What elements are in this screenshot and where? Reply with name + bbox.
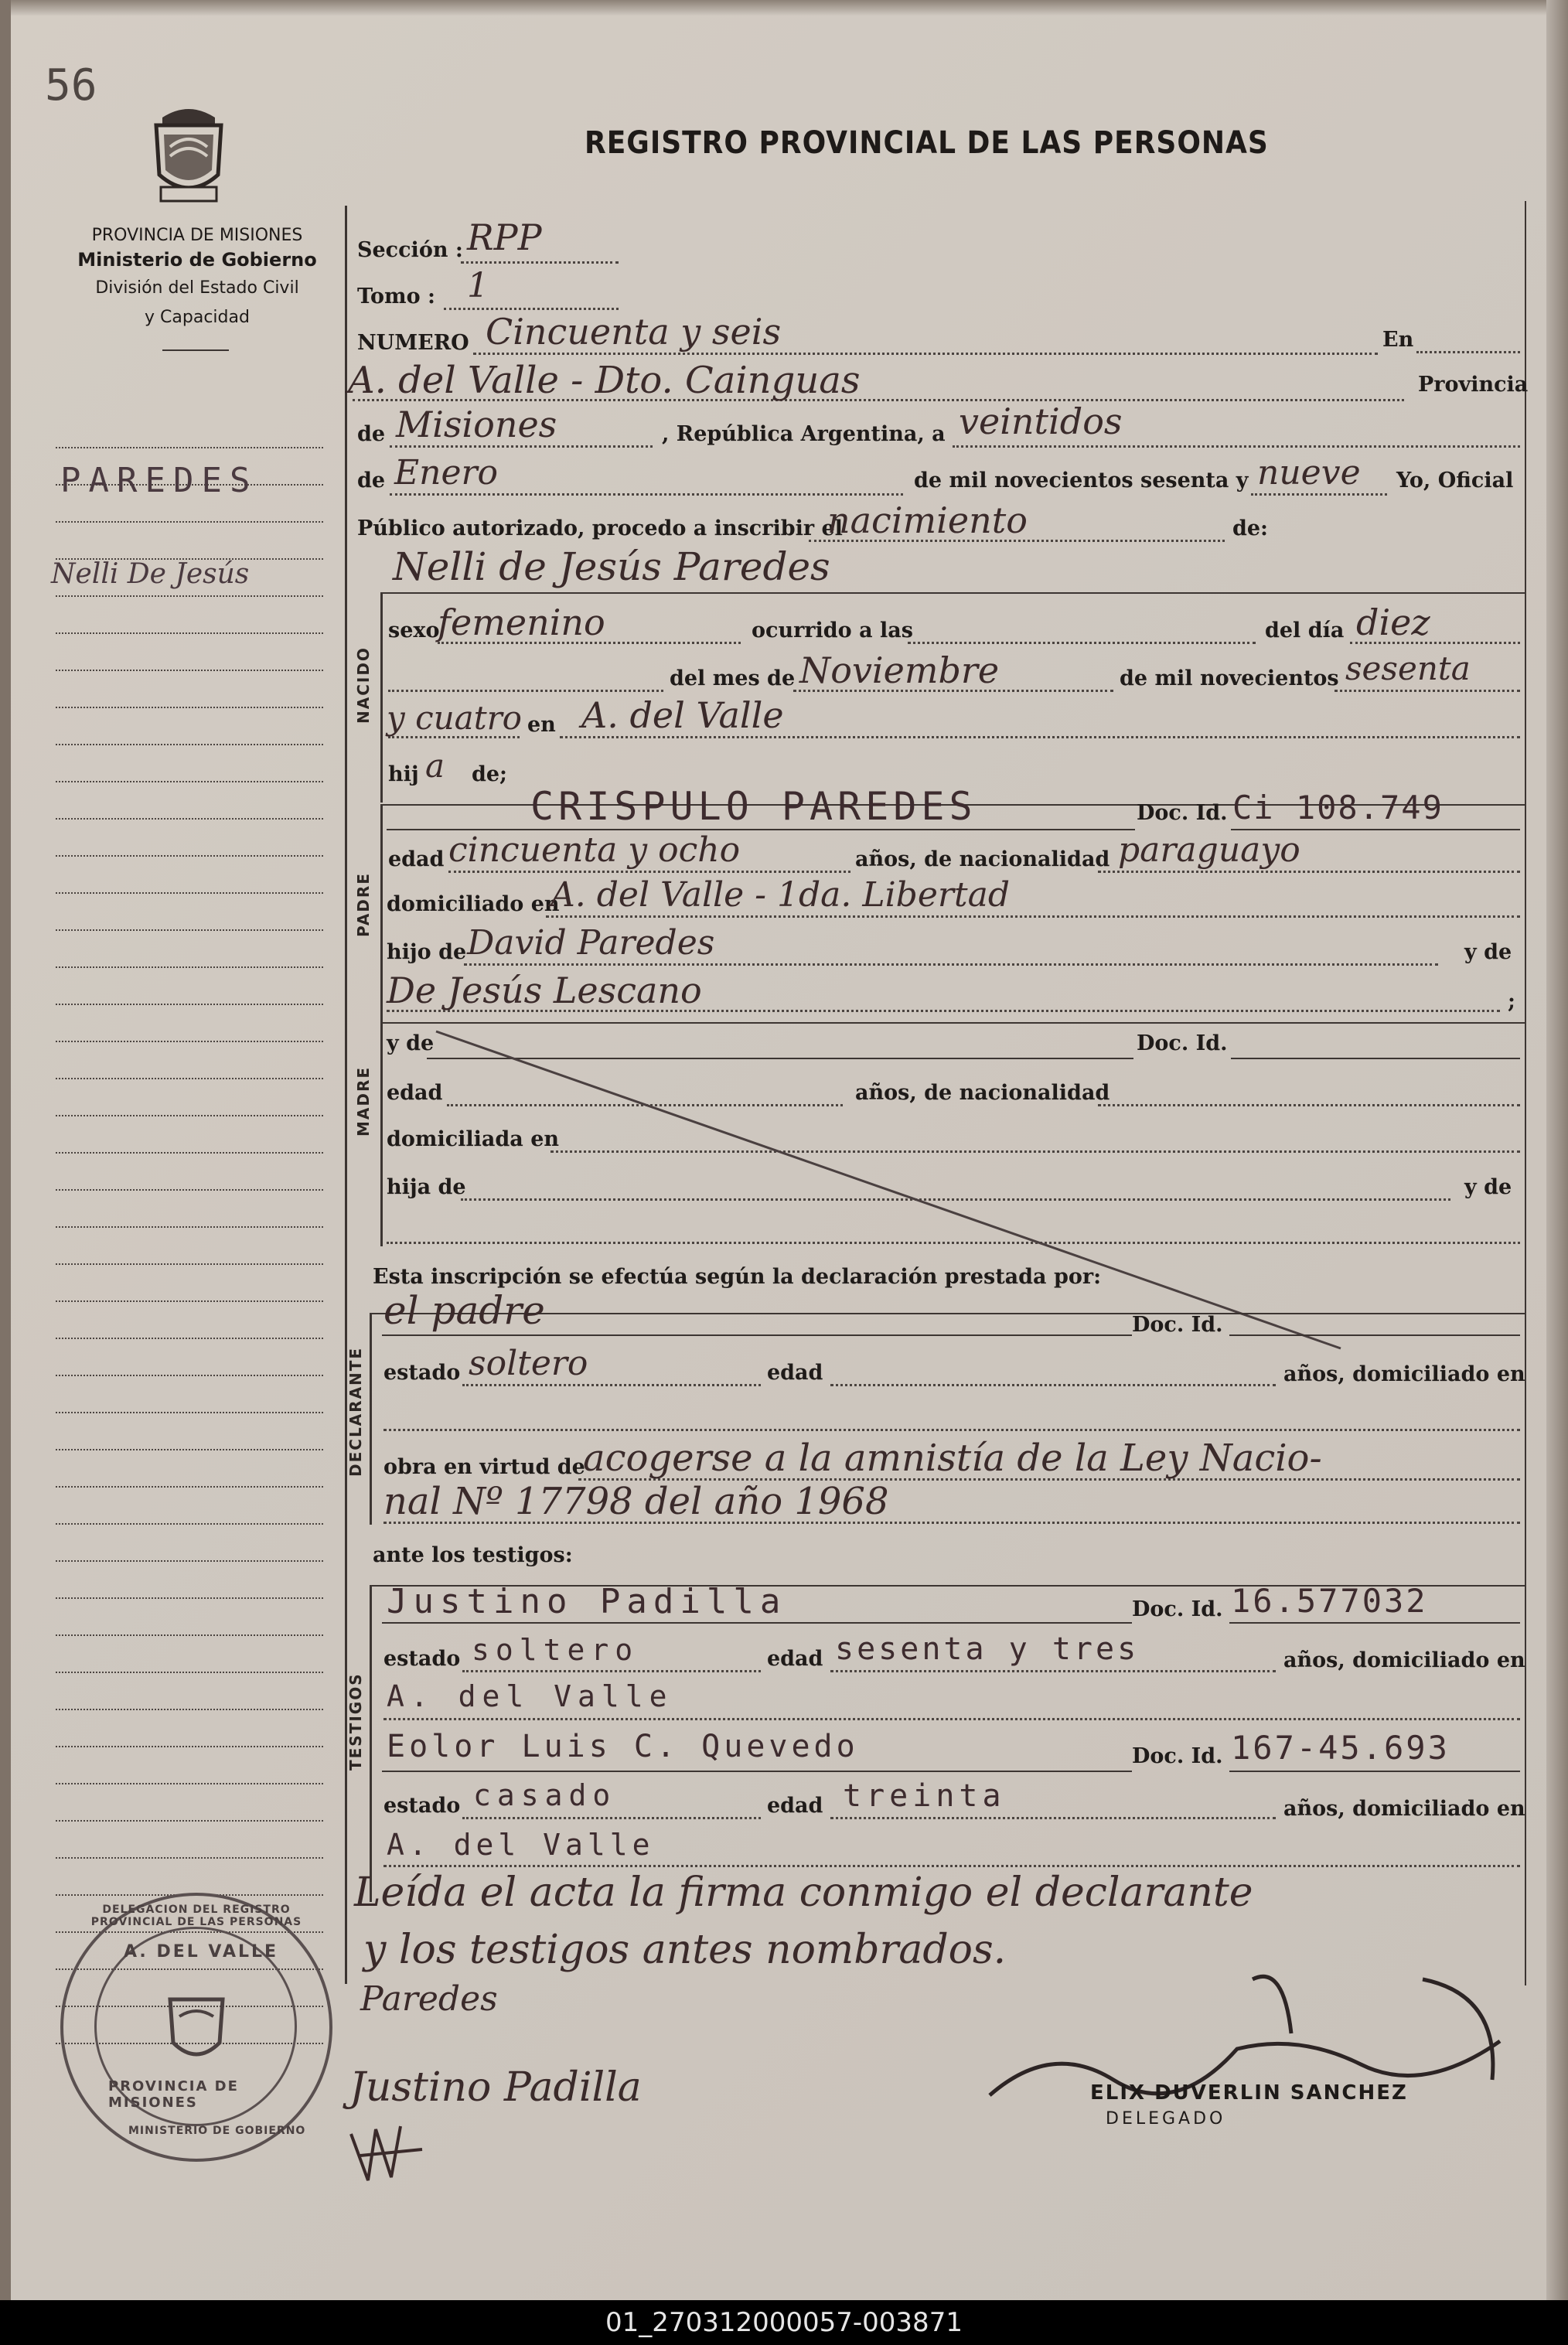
- margin-line: [56, 1189, 323, 1191]
- line-declarante-doc: [1229, 1334, 1520, 1336]
- label-ocurrido: ocurrido a las: [752, 619, 913, 642]
- line-testigo2: [382, 1771, 1132, 1772]
- value-testigo1-estado: soltero: [472, 1633, 639, 1667]
- line-lugar-nac: [560, 736, 1520, 738]
- label-testigo1-edad: edad: [767, 1647, 823, 1671]
- divider: [162, 349, 229, 351]
- testigos-border: [370, 1585, 372, 1902]
- value-testigo1-nombre: Justino Padilla: [387, 1582, 787, 1621]
- value-localidad: A. del Valle - Dto. Cainguas: [348, 359, 861, 402]
- label-padre-nac: años, de nacionalidad: [855, 847, 1110, 871]
- margin-given-names: Nelli De Jesús: [51, 558, 250, 590]
- margin-line: [56, 818, 323, 820]
- side-label-declarante: DECLARANTE: [346, 1346, 365, 1477]
- label-mil-sesenta: de mil novecientos sesenta y: [914, 469, 1249, 493]
- side-label-madre: MADRE: [354, 1065, 373, 1137]
- line-declarante-edad: [830, 1384, 1276, 1386]
- label-testigo1-dom: años, domiciliado en: [1283, 1648, 1525, 1672]
- margin-line: [56, 521, 323, 523]
- line-numero: [473, 353, 1378, 355]
- side-label-testigos: TESTIGOS: [346, 1672, 365, 1771]
- label-tomo: Tomo :: [357, 285, 435, 308]
- label-madre-dom: domiciliada en: [387, 1127, 560, 1151]
- nacido-border: [380, 592, 383, 803]
- line-testigo1-estado: [462, 1670, 761, 1672]
- margin-line: [56, 1486, 323, 1488]
- org-line-2: Ministerio de Gobierno: [77, 249, 317, 271]
- closing-line-1: Leída el acta la firma conmigo el declarante: [354, 1870, 1253, 1916]
- margin-line: [56, 1449, 323, 1450]
- stamp-bottom: MINISTERIO DE GOBIERNO: [128, 2125, 306, 2137]
- margin-line: [56, 1375, 323, 1376]
- value-testigo2-dom: A. del Valle: [387, 1828, 655, 1862]
- label-madre-edad: edad: [387, 1081, 443, 1105]
- margin-line: [56, 447, 323, 448]
- side-label-nacido: NACIDO: [354, 646, 373, 724]
- value-padre-doc: Ci 108.749: [1232, 789, 1444, 827]
- nacido-top-line: [380, 592, 1525, 594]
- margin-line: [56, 892, 323, 894]
- margin-line: [56, 1041, 323, 1042]
- org-line-3: División del Estado Civil: [95, 278, 299, 298]
- value-declarante: el padre: [383, 1288, 545, 1333]
- line-provincia: [390, 445, 653, 448]
- value-testigo1-doc: 16.577032: [1231, 1582, 1428, 1620]
- margin-line: [56, 1857, 323, 1859]
- value-padre-hijo-de: David Paredes: [467, 923, 715, 963]
- margin-line: [56, 595, 323, 597]
- label-testigo1-estado: estado: [383, 1647, 461, 1671]
- margin-surname: PAREDES: [60, 461, 258, 500]
- margin-line: [56, 966, 323, 968]
- margin-line: [56, 632, 323, 634]
- line-padre-dom: [546, 915, 1520, 918]
- label-del-dia: del día: [1265, 619, 1345, 642]
- margin-line: [56, 1300, 323, 1302]
- value-obra-2: nal Nº 17798 del año 1968: [383, 1480, 889, 1523]
- line-padre-edad: [448, 871, 850, 873]
- label-declarante-doc: Doc. Id.: [1132, 1313, 1223, 1337]
- label-de-provincia: de: [357, 422, 386, 446]
- margin-line: [56, 1746, 323, 1747]
- value-dia-acta: veintidos: [959, 400, 1123, 442]
- value-padre-edad: cincuenta y ocho: [448, 830, 741, 870]
- margin-line: [56, 1115, 323, 1116]
- label-testigo2-edad: edad: [767, 1794, 823, 1818]
- line-declarante: [382, 1334, 1132, 1336]
- label-madre-y-de: y de: [387, 1031, 435, 1055]
- margin-line: [56, 929, 323, 931]
- value-testigo1-edad: sesenta y tres: [835, 1631, 1140, 1667]
- margin-line: [56, 707, 323, 708]
- value-mes-nac: Noviembre: [799, 649, 1000, 691]
- line-hora: [908, 642, 1256, 644]
- stamp-outer-text: DELEGACION DEL REGISTRO PROVINCIAL DE LAS PERSONAS: [90, 1904, 302, 1928]
- margin-line: [56, 1078, 323, 1079]
- margin-line: [56, 1597, 323, 1599]
- label-testigo1-doc: Doc. Id.: [1132, 1597, 1223, 1621]
- cancel-diagonal-line: [433, 1028, 1345, 1353]
- label-en: En: [1382, 328, 1414, 352]
- margin-line: [56, 1820, 323, 1822]
- registry-stamp: [60, 1893, 332, 2162]
- value-mes-acta: Enero: [394, 453, 499, 493]
- label-declarante-edad: edad: [767, 1361, 823, 1385]
- stamp-place: A. DEL VALLE: [124, 1942, 279, 1962]
- margin-line: [56, 1004, 323, 1005]
- line-ano-acta: [1251, 493, 1387, 496]
- officer-role: DELEGADO: [1106, 2109, 1226, 2129]
- line-padre-hijo-de: [464, 963, 1438, 966]
- value-acto: nacimiento: [827, 499, 1028, 541]
- value-padre-madre: De Jesús Lescano: [387, 970, 702, 1011]
- signature-scribble-icon: [345, 2118, 430, 2188]
- label-madre-y-de-2: y de: [1464, 1175, 1512, 1199]
- org-line-4: y Capacidad: [145, 308, 250, 327]
- label-sexo: sexo: [388, 619, 440, 642]
- label-mil-novecientos: de mil novecientos: [1120, 666, 1339, 690]
- label-republica: , República Argentina, a: [662, 422, 946, 446]
- footer-caption: 01_270312000057-003871: [605, 2307, 963, 2338]
- label-ante-testigos: ante los testigos:: [373, 1543, 573, 1567]
- madre-border: [380, 1022, 383, 1246]
- margin-line: [56, 1672, 323, 1673]
- label-testigo2-estado: estado: [383, 1794, 461, 1818]
- page-title: REGISTRO PROVINCIAL DE LAS PERSONAS: [585, 125, 1269, 161]
- line-tomo: [444, 308, 619, 310]
- page-top-edge: [0, 0, 1568, 15]
- label-declarante-estado: estado: [383, 1361, 461, 1385]
- line-declarante-estado: [462, 1384, 761, 1386]
- value-numero: Cincuenta y seis: [486, 311, 782, 353]
- label-numero: NUMERO: [357, 331, 469, 355]
- value-padre-nac: paraguayo: [1118, 830, 1300, 870]
- value-padre-dom: A. del Valle - 1da. Libertad: [551, 875, 1010, 915]
- crest-icon: [147, 101, 230, 209]
- label-obra: obra en virtud de: [383, 1455, 585, 1479]
- margin-line: [56, 855, 323, 857]
- label-semicolon: ;: [1508, 990, 1515, 1014]
- margin-line: [56, 1338, 323, 1339]
- value-sexo: femenino: [438, 602, 605, 643]
- label-padre-y-de: y de: [1464, 940, 1512, 964]
- line-testigo1-dom: [383, 1718, 1520, 1720]
- margin-line: [56, 1634, 323, 1636]
- margin-line: [56, 670, 323, 671]
- margin-line: [56, 1152, 323, 1154]
- signature-declarante: Paredes: [360, 1979, 498, 2019]
- closing-line-2: y los testigos antes nombrados.: [363, 1927, 1007, 1973]
- value-tomo: 1: [467, 266, 489, 305]
- label-padre-edad: edad: [388, 847, 445, 871]
- line-testigo2-doc: [1229, 1771, 1520, 1772]
- line-testigo1: [382, 1622, 1132, 1624]
- value-obra-1: acogerse a la amnistía de la Ley Nacio-: [583, 1437, 1322, 1480]
- label-padre-hijo-de: hijo de: [387, 940, 467, 964]
- value-testigo2-doc: 167-45.693: [1231, 1729, 1450, 1767]
- line-seccion: [461, 261, 619, 264]
- label-de-semi: de;: [472, 762, 508, 786]
- margin-line: [56, 1226, 323, 1228]
- label-yo-oficial: Yo, Oficial: [1396, 469, 1514, 493]
- value-ano-nac-1: sesenta: [1345, 649, 1471, 687]
- declarante-border: [370, 1313, 372, 1525]
- label-madre-hija-de: hija de: [387, 1175, 466, 1199]
- label-del-mes: del mes de: [670, 666, 796, 690]
- value-testigo2-nombre: Eolor Luis C. Quevedo: [387, 1729, 859, 1764]
- line-blank-nac: [388, 690, 663, 692]
- stamp-crest-icon: [156, 1989, 237, 2069]
- value-testigo1-dom: A. del Valle: [387, 1679, 673, 1713]
- margin-line: [56, 1523, 323, 1525]
- signature-testigo: Justino Padilla: [349, 2064, 642, 2111]
- value-padre-nombre: CRISPULO PAREDES: [530, 784, 977, 829]
- value-seccion: RPP: [467, 216, 542, 258]
- value-ano-acta: nueve: [1257, 453, 1361, 493]
- label-declaracion: Esta inscripción se efectúa según la declaración prestada por:: [373, 1265, 1102, 1289]
- madre-top-line: [380, 1022, 1525, 1024]
- margin-line: [56, 1709, 323, 1710]
- margin-line: [56, 744, 323, 745]
- line-declarante-dom: [383, 1429, 1520, 1431]
- margin-line: [56, 1263, 323, 1265]
- margin-line: [56, 781, 323, 782]
- value-dia-nac: diez: [1356, 602, 1430, 643]
- value-hij-suffix: a: [425, 747, 445, 785]
- margin-line: [56, 1412, 323, 1413]
- label-de-colon: de:: [1232, 516, 1269, 540]
- line-padre-nac: [1098, 871, 1520, 873]
- stamp-province: PROVINCIA DE MISIONES: [108, 2078, 239, 2111]
- label-testigo2-doc: Doc. Id.: [1132, 1744, 1223, 1768]
- label-madre-doc: Doc. Id.: [1137, 1031, 1228, 1055]
- page-number: 56: [45, 60, 97, 111]
- line-testigo1-edad: [830, 1670, 1276, 1672]
- label-provincia: Provincia: [1418, 373, 1529, 397]
- line-testigo2-dom: [383, 1865, 1520, 1867]
- margin-line: [56, 1783, 323, 1784]
- value-testigo2-estado: casado: [473, 1778, 617, 1812]
- label-de-mes: de: [357, 469, 386, 493]
- label-madre-nac: años, de nacionalidad: [855, 1081, 1110, 1105]
- org-line-1: PROVINCIA DE MISIONES: [91, 226, 303, 245]
- label-padre-dom: domiciliado en: [387, 892, 560, 916]
- officer-name: ELIX DUVERLIN SANCHEZ: [1090, 2081, 1408, 2105]
- value-nombre: Nelli de Jesús Paredes: [393, 544, 830, 589]
- value-declarante-estado: soltero: [469, 1344, 588, 1383]
- label-publico: Público autorizado, procedo a inscribir el: [357, 516, 843, 540]
- line-ano-nac-1: [1335, 690, 1520, 692]
- margin-line: [56, 1560, 323, 1562]
- side-label-padre: PADRE: [354, 872, 373, 937]
- page-binding-right: [1546, 0, 1568, 2300]
- line-testigo1-doc: [1229, 1622, 1520, 1624]
- value-testigo2-edad: treinta: [843, 1778, 1006, 1814]
- label-hij: hij: [388, 762, 419, 786]
- value-lugar-nac: A. del Valle: [581, 694, 784, 736]
- label-seccion: Sección :: [357, 238, 463, 262]
- line-dia-acta: [953, 445, 1520, 448]
- line-mes-acta: [390, 493, 903, 496]
- padre-border: [380, 804, 383, 1022]
- label-en-lugar: en: [527, 713, 556, 737]
- form-border-right: [1525, 201, 1526, 1985]
- page-binding-left: [0, 0, 11, 2300]
- label-testigo2-dom: años, domiciliado en: [1283, 1797, 1525, 1821]
- label-padre-doc: Doc. Id.: [1137, 801, 1228, 825]
- label-declarante-dom: años, domiciliado en: [1283, 1362, 1525, 1386]
- value-ano-nac-2: y cuatro: [387, 699, 522, 737]
- line-testigo2-estado: [462, 1817, 761, 1819]
- line-testigo2-edad: [830, 1817, 1276, 1819]
- line-en: [1416, 351, 1520, 353]
- value-provincia: Misiones: [396, 404, 557, 445]
